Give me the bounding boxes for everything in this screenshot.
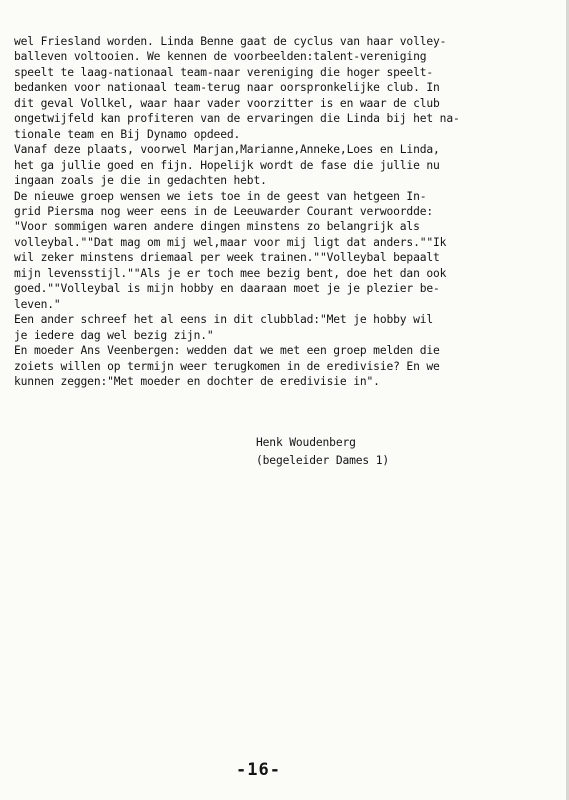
body-line: wel Friesland worden. Linda Benne gaat de cyclus van haar volley- [14, 35, 447, 48]
body-line: goed.""Volleybal is mijn hobby en daaraan moet je je plezier be- [14, 282, 440, 296]
body-line: ongetwijfeld kan profiteren van de ervaringen die Linda bij het na- [14, 112, 460, 126]
body-line: zoiets willen op termijn weer terugkomen in de eredivisie? En we [14, 359, 440, 373]
body-line: het ga jullie goed en fijn. Hopelijk wordt de fase die jullie nu [14, 158, 440, 172]
body-line: Vanaf deze plaats, voorwel Marjan,Marianne,Anneke,Loes en Linda, [14, 143, 440, 157]
body-line: volleybal.""Dat mag om mij wel,maar voor mij ligt dat anders.""Ik [14, 235, 447, 249]
body-line: En moeder Ans Veenbergen: wedden dat we met een groep melden die [14, 344, 440, 358]
body-line: je iedere dag wel bezig zijn." [14, 328, 214, 342]
body-line: dit geval Vollkel, waar haar vader voorzitter is en waar de club [14, 96, 440, 110]
body-line: grid Piersma nog weer eens in de Leeuwarder Courant verwoordde: [14, 204, 434, 218]
body-line: tionale team en Bij Dynamo opdeed. [14, 127, 241, 141]
body-line: leven." [14, 297, 61, 311]
body-line: bedanken voor nationaal team-terug naar oorspronkelijke club. In [14, 81, 440, 95]
body-line: speelt te laag-nationaal team-naar vereniging die hoger speelt- [14, 65, 434, 79]
page-number: -16- [236, 760, 281, 780]
body-line: balleven voltooien. We kennen de voorbeelden:talent-vereniging [14, 50, 427, 64]
body-line: Een ander schreef het al eens in dit clubblad:"Met je hobby wil [14, 313, 434, 327]
signature-block [256, 434, 516, 470]
article-body [14, 34, 566, 389]
body-line: "Voor sommigen waren andere dingen minstens zo belangrijk als [14, 220, 420, 234]
body-line: ingaan zoals je die in gedachten hebt. [14, 174, 267, 188]
body-line: De nieuwe groep wensen we iets toe in de geest van hetgeen In- [14, 189, 427, 203]
body-line: kunnen zeggen:"Met moeder en dochter de eredivisie in". [14, 374, 380, 388]
body-line: wil zeker minstens driemaal per week trainen.""Volleybal bepaalt [14, 251, 440, 265]
author-name: Henk Woudenberg [256, 436, 356, 449]
author-role: (begeleider Dames 1) [256, 454, 390, 467]
body-line: mijn levensstijl.""Als je er toch mee bezig bent, doe het dan ook [14, 266, 447, 280]
